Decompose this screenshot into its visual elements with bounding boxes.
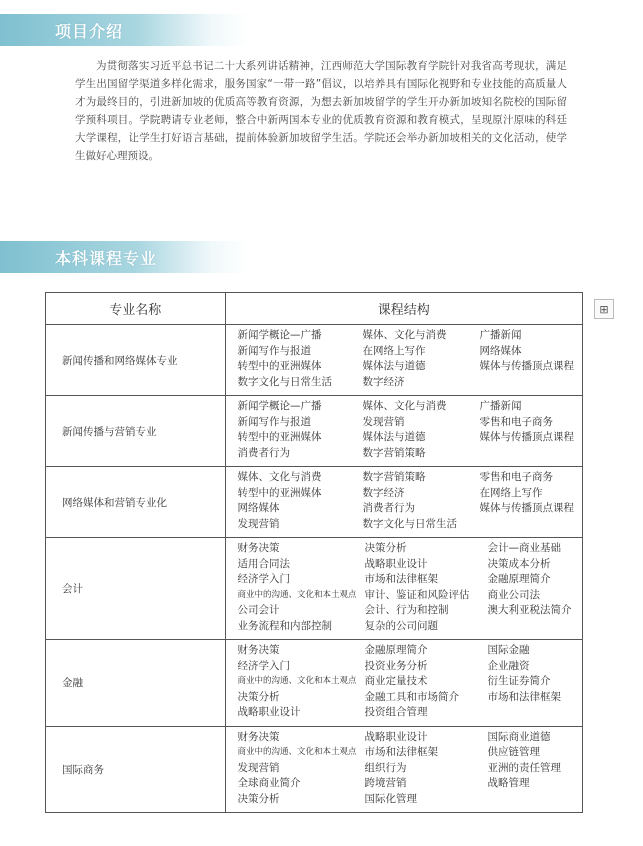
course-item: 发现营销 <box>362 415 405 428</box>
course-item: 供应链管理 <box>487 746 540 758</box>
major-name: 会计 <box>46 538 226 640</box>
course-item: 业务流程和内部控制 <box>237 619 332 632</box>
course-item: 在网络上写作 <box>479 486 543 499</box>
course-item: 决策分析 <box>364 542 407 554</box>
major-name: 国际商务 <box>46 726 226 813</box>
intro-paragraph: 为贯彻落实习近平总书记二十大系列讲话精神，江西师范大学国际教育学院针对我省高考现状，满足学生出国留学渠道多样化需求，服务国家“一带一路”倡议，以培养具有国际化视野和专业技能的高质量人才为最终目的，引进新加坡的优质高等教育资源，为想去新加坡留学的学生开办新加坡知名院校的国际留学预科项目。学院聘请专业老师，整合中新两国本专业的优质教育资源和教育模式，呈现原汁原味的科廷大学课程，让学生打好语言基础，提前体验新加坡留学生活。学院还会举办新加坡相关的文化活动，使学生做好心理预设。 <box>75 60 567 162</box>
course-item: 媒体法与道德 <box>362 431 426 443</box>
course-item: 公司会计 <box>237 604 280 616</box>
course-item: 财务决策 <box>237 644 280 656</box>
course-item: 审计、鉴证和风险评估 <box>364 588 470 601</box>
course-item: 战略管理 <box>487 777 530 789</box>
course-item: 转型中的亚洲媒体 <box>237 431 322 443</box>
course-item: 决策分析 <box>237 792 280 805</box>
course-item: 零售和电子商务 <box>479 471 553 483</box>
course-item: 广播新闻 <box>479 400 522 412</box>
course-item: 会计、行为和控制 <box>364 604 449 616</box>
course-item: 商业中的沟通、文化和本土观点 <box>237 747 357 757</box>
course-item: 新闻写作与报道 <box>237 415 311 428</box>
course-item: 消费者行为 <box>362 502 415 514</box>
table-header-row <box>46 293 583 325</box>
course-item: 会计—商业基础 <box>487 542 561 554</box>
course-item: 金融工具和市场简介 <box>364 690 459 703</box>
course-item: 财务决策 <box>237 542 280 554</box>
course-item: 转型中的亚洲媒体 <box>237 486 322 499</box>
table-row <box>46 538 583 640</box>
course-item: 复杂的公司问题 <box>364 619 438 632</box>
course-item: 商业公司法 <box>487 588 540 601</box>
course-item: 国际金融 <box>487 644 530 656</box>
major-name: 金融 <box>46 640 226 727</box>
course-item: 网络媒体 <box>479 344 522 357</box>
course-list <box>225 325 583 396</box>
course-item: 亚洲的责任管理 <box>487 761 561 774</box>
course-item: 全球商业简介 <box>237 777 301 789</box>
course-list <box>225 726 583 813</box>
table-row <box>46 325 583 396</box>
section-banner-courses <box>0 241 250 273</box>
course-item: 财务决策 <box>237 730 280 743</box>
table-row <box>46 640 583 727</box>
course-item: 广播新闻 <box>479 329 522 341</box>
course-item: 数字经济 <box>362 486 405 499</box>
course-table <box>45 292 583 813</box>
course-item: 消费者行为 <box>237 446 290 459</box>
course-item: 战略职业设计 <box>364 557 428 570</box>
course-item: 决策成本分析 <box>487 557 551 570</box>
course-item: 新闻写作与报道 <box>237 344 311 357</box>
course-list <box>225 467 583 538</box>
section-title-intro: 项目介绍 <box>55 21 124 41</box>
course-item: 组织行为 <box>364 761 407 774</box>
course-item: 转型中的亚洲媒体 <box>237 360 322 372</box>
course-item: 市场和法律框架 <box>364 746 438 758</box>
course-item: 决策分析 <box>237 690 280 703</box>
course-item: 战略职业设计 <box>237 706 301 718</box>
qr-scan-icon[interactable]: ⊞ <box>594 299 614 319</box>
course-item: 数字营销策略 <box>362 471 426 483</box>
course-item: 零售和电子商务 <box>479 415 553 428</box>
course-item: 新闻学概论—广播 <box>237 329 322 341</box>
course-item: 媒体、文化与消费 <box>237 471 322 483</box>
header-major: 专业名称 <box>46 293 226 325</box>
course-item: 澳大利亚税法简介 <box>487 604 572 616</box>
course-item: 企业融资 <box>487 659 530 672</box>
section-title-courses: 本科课程专业 <box>55 248 158 268</box>
major-name: 网络媒体和营销专业化 <box>46 467 226 538</box>
table-row <box>46 726 583 813</box>
course-item: 商业中的沟通、文化和本土观点 <box>237 589 357 600</box>
course-item: 媒体法与道德 <box>362 360 426 372</box>
course-item: 数字文化与日常生活 <box>237 375 332 388</box>
course-item: 数字经济 <box>362 375 405 388</box>
course-item: 发现营销 <box>237 761 280 774</box>
course-item: 媒体与传播顶点课程 <box>479 502 574 514</box>
course-item: 在网络上写作 <box>362 344 426 357</box>
course-item: 新闻学概论—广播 <box>237 400 322 412</box>
course-item: 发现营销 <box>237 517 280 530</box>
course-item: 商业中的沟通、文化和本土观点 <box>237 676 357 686</box>
course-item: 媒体与传播顶点课程 <box>479 360 574 372</box>
course-item: 媒体、文化与消费 <box>362 400 447 412</box>
course-item: 市场和法律框架 <box>487 690 561 703</box>
course-list <box>225 396 583 467</box>
course-item: 市场和法律框架 <box>364 573 438 585</box>
course-item: 跨境营销 <box>364 777 407 789</box>
course-item: 数字营销策略 <box>362 446 426 459</box>
section-banner-intro <box>0 14 250 46</box>
course-item: 金融原理简介 <box>364 644 428 656</box>
major-name: 新闻传播和网络媒体专业 <box>46 325 226 396</box>
course-item: 投资业务分析 <box>364 659 428 672</box>
course-item: 经济学入门 <box>237 659 290 672</box>
course-item: 经济学入门 <box>237 573 290 585</box>
course-item: 国际商业道德 <box>487 730 551 743</box>
course-item: 适用合同法 <box>237 557 290 570</box>
major-name: 新闻传播与营销专业 <box>46 396 226 467</box>
course-item: 投资组合管理 <box>364 706 428 718</box>
header-courses: 课程结构 <box>225 293 583 325</box>
table-row <box>46 467 583 538</box>
course-item: 媒体与传播顶点课程 <box>479 431 574 443</box>
course-list <box>225 538 583 640</box>
course-item: 媒体、文化与消费 <box>362 329 447 341</box>
course-item: 金融原理简介 <box>487 573 551 585</box>
course-item: 国际化管理 <box>364 792 417 805</box>
course-list <box>225 640 583 727</box>
course-item: 衍生证券简介 <box>487 675 551 687</box>
course-item: 数字文化与日常生活 <box>362 517 457 530</box>
table-row <box>46 396 583 467</box>
course-item: 商业定量技术 <box>364 675 428 687</box>
course-item: 战略职业设计 <box>364 730 428 743</box>
course-item: 网络媒体 <box>237 502 280 514</box>
